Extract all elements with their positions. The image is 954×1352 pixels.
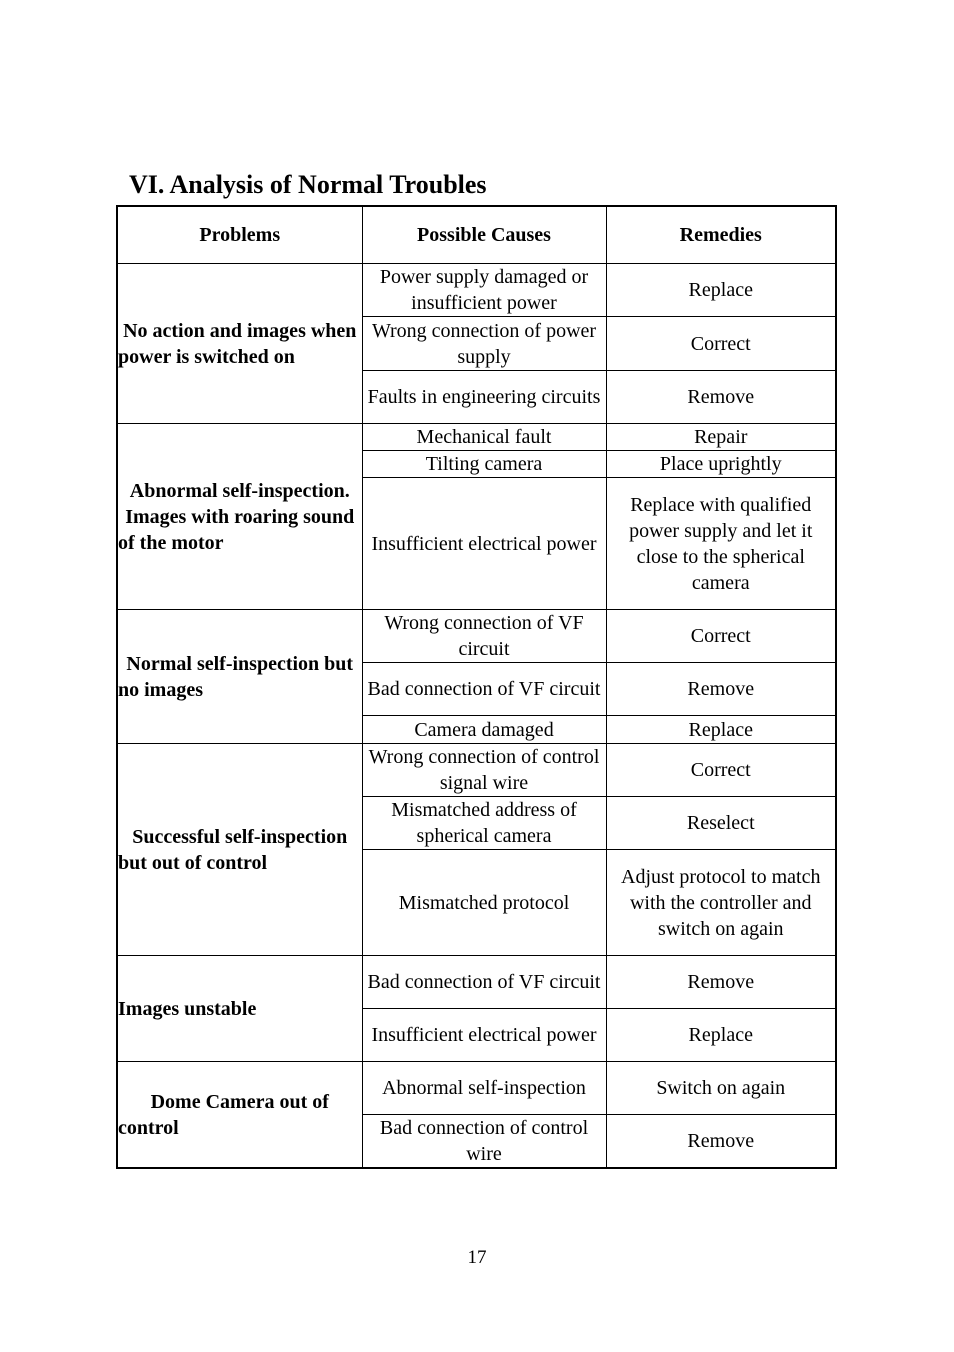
remedy-cell: Correct — [606, 317, 836, 371]
cause-cell: Insufficient electrical power — [362, 478, 606, 610]
remedy-cell: Replace with qualified power supply and let it close to the spherical camera — [606, 478, 836, 610]
table-row — [117, 610, 836, 663]
cause-cell: Bad connection of VF circuit — [362, 663, 606, 716]
cause-cell: Faults in engineering circuits — [362, 371, 606, 424]
table-row — [117, 424, 836, 451]
problem-cell: Images unstable — [117, 956, 362, 1062]
cause-cell: Mismatched protocol — [362, 850, 606, 956]
cause-cell: Bad connection of control wire — [362, 1115, 606, 1169]
cause-cell: Camera damaged — [362, 716, 606, 744]
cause-cell: Power supply damaged or insufficient power — [362, 264, 606, 317]
problem-cell: No action and images when power is switched on — [117, 264, 362, 424]
header-problems: Problems — [117, 206, 362, 264]
problem-cell: Successful self-inspection but out of control — [117, 744, 362, 956]
troubleshooting-table — [116, 205, 837, 1169]
table-row — [117, 744, 836, 797]
header-possible-causes: Possible Causes — [362, 206, 606, 264]
table-header-row — [117, 206, 836, 264]
remedy-cell: Replace — [606, 1009, 836, 1062]
remedy-cell: Remove — [606, 1115, 836, 1169]
remedy-cell: Remove — [606, 956, 836, 1009]
page-number: 17 — [467, 1247, 487, 1268]
cause-cell: Wrong connection of VF circuit — [362, 610, 606, 663]
header-remedies: Remedies — [606, 206, 836, 264]
problem-cell: Abnormal self-inspection. Images with roaring sound of the motor — [117, 424, 362, 610]
remedy-cell: Repair — [606, 424, 836, 451]
table-row — [117, 1062, 836, 1115]
cause-cell: Wrong connection of power supply — [362, 317, 606, 371]
remedy-cell: Reselect — [606, 797, 836, 850]
remedy-cell: Switch on again — [606, 1062, 836, 1115]
remedy-cell: Replace — [606, 716, 836, 744]
table-row — [117, 956, 836, 1009]
remedy-cell: Correct — [606, 744, 836, 797]
remedy-cell: Remove — [606, 371, 836, 424]
cause-cell: Mismatched address of spherical camera — [362, 797, 606, 850]
table-row — [117, 264, 836, 317]
cause-cell: Insufficient electrical power — [362, 1009, 606, 1062]
section-title: VI. Analysis of Normal Troubles — [129, 170, 487, 199]
remedy-cell: Place uprightly — [606, 451, 836, 478]
cause-cell: Wrong connection of control signal wire — [362, 744, 606, 797]
remedy-cell: Replace — [606, 264, 836, 317]
remedy-cell: Correct — [606, 610, 836, 663]
remedy-cell: Adjust protocol to match with the controller and switch on again — [606, 850, 836, 956]
remedy-cell: Remove — [606, 663, 836, 716]
cause-cell: Mechanical fault — [362, 424, 606, 451]
cause-cell: Abnormal self-inspection — [362, 1062, 606, 1115]
problem-cell: Normal self-inspection but no images — [117, 610, 362, 744]
cause-cell: Bad connection of VF circuit — [362, 956, 606, 1009]
cause-cell: Tilting camera — [362, 451, 606, 478]
problem-cell: Dome Camera out of control — [117, 1062, 362, 1169]
